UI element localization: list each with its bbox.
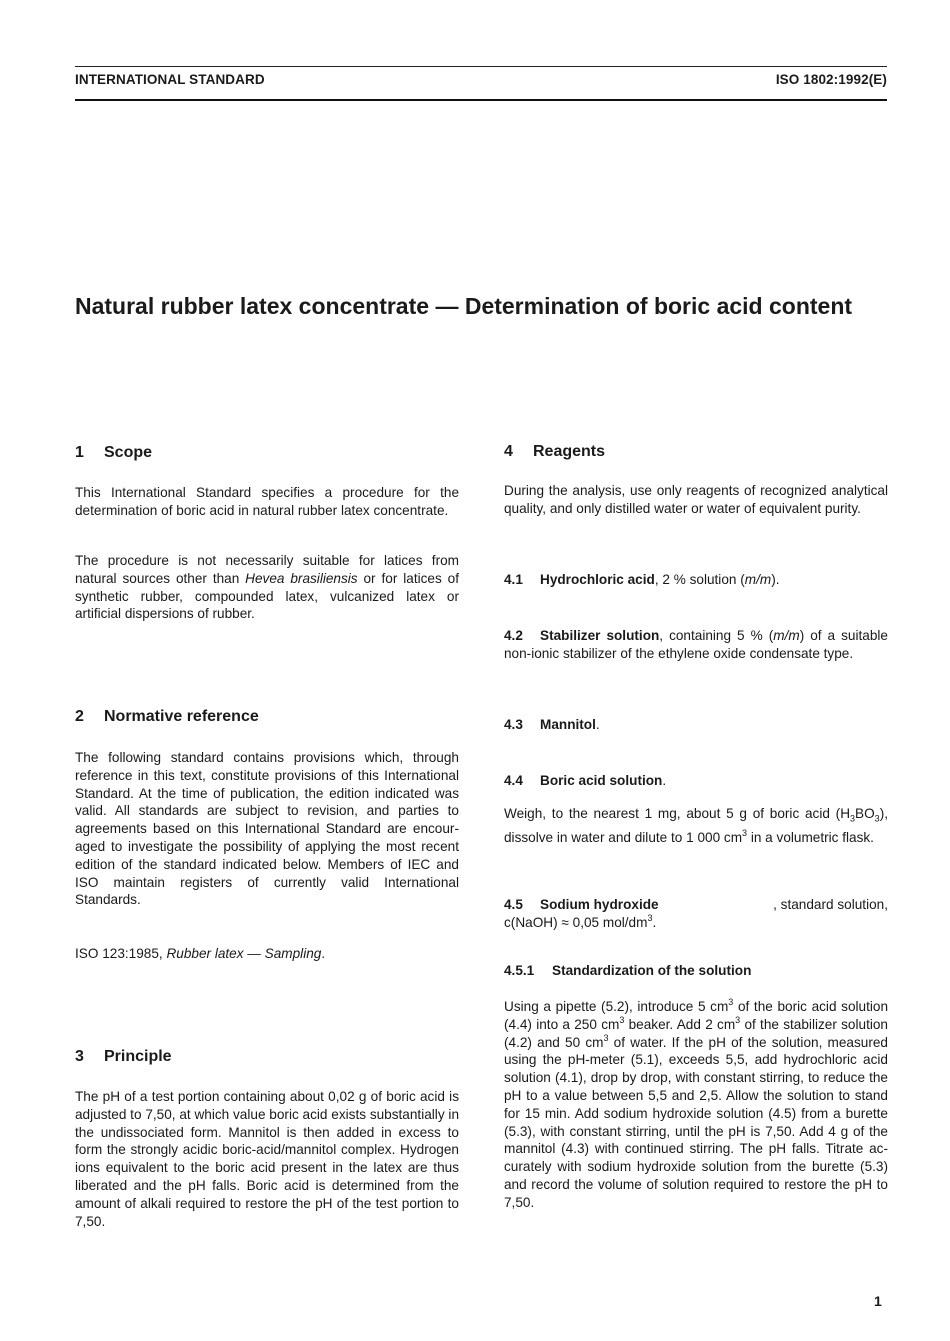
section-number: 3	[75, 1048, 84, 1065]
section-number: 1	[75, 444, 84, 461]
section-title: Normative reference	[104, 708, 259, 725]
text: ).	[771, 572, 780, 587]
text: .	[321, 946, 326, 961]
text: BO	[855, 806, 875, 821]
clause-number: 4.4	[504, 773, 523, 788]
subscript: 3	[874, 813, 880, 824]
text: ), dissolve in water and dilute to 1 000 cm	[504, 806, 888, 845]
principle-paragraph: The pH of a test portion containing about 0,02 g of boric acid is adjusted to 7,50, at which value boric acid exists substantially in the undissociated form. Mannitol is then added in excess to form the strongly acidic boric-acid/mannitol complex. Hydrogen ions equivalent to the boric acid present in the latex are thus liberated and the pH falls. Boric acid is determined from the amount of alkali required to restore the pH of the test portion to 7,50.	[75, 1089, 459, 1229]
citation-title: Rubber latex — Sampling	[166, 946, 322, 961]
reagent-4-5	[504, 896, 888, 932]
reagent-name: Boric acid solution	[540, 773, 663, 788]
scope-paragraph-2	[75, 552, 459, 623]
clause-number: 4.2	[504, 628, 523, 643]
text: beaker. Add 2 cm	[624, 1016, 736, 1032]
clause-number: 4.5	[504, 897, 523, 912]
reagent-4-4	[504, 772, 888, 790]
concentration	[504, 912, 657, 930]
section-number: 4	[504, 443, 513, 460]
text: .	[595, 717, 600, 732]
text: .	[662, 773, 667, 788]
superscript: 3	[647, 912, 653, 923]
clause-number: 4.5.1	[504, 963, 535, 978]
text: m/m	[773, 628, 800, 643]
reagent-title	[504, 896, 659, 914]
superscript: 3	[735, 1014, 741, 1025]
document-title: Natural rubber latex concentrate — Determination of boric acid content	[75, 293, 853, 319]
normative-reference-paragraph: The following standard contains provisions which, through reference in this text, constitute provisions of this International Standard. At the time of publication, the edition indicated was valid. All standards are subject to revision, and parties to agreements based on this International Standard are encouraged to investigate the possibility of applying the most recent edition of the standard indicated below. Members of IEC and ISO maintain registers of currently valid International Standards.	[75, 750, 459, 908]
text: c(NaOH) ≈ 0,05 mol/dm	[504, 914, 648, 930]
normative-reference-citation	[75, 945, 459, 963]
clause-number: 4.1	[504, 572, 523, 587]
standardization-paragraph	[504, 998, 888, 1212]
text: The procedure is not necessarily suitable for latices from natural sources other than	[75, 553, 459, 586]
clause-4-5-1-heading	[504, 962, 888, 980]
section-title: Principle	[104, 1048, 172, 1065]
section-title: Reagents	[533, 443, 606, 460]
clause-number: 4.3	[504, 717, 523, 732]
text: .	[652, 914, 657, 930]
text: of water. If the pH of the solution, measured using the pH-meter (5.1), exceeds 5,5, add hydrochloric acid solution (4.1), drop by drop, with constant stirring, to reduce the pH to a value between 5,5 and 2,5. Allow the solution to stand for 15 min. Add sodium hydroxide solution (4.5) from a burette (5.3), with constant stirring, until the pH is 7,50. Add 4 g of the mannitol (4.3) with continued stirring. The pH falls. Titrate accurately with sodium hydroxide solution from the burette (5.3) and record the volume of solution required to restore the pH to 7,50.	[504, 1034, 888, 1210]
page-number: 1	[874, 1293, 882, 1309]
reagent-name: Sodium hydroxide	[540, 897, 659, 912]
text: , containing 5 % (	[659, 628, 774, 643]
header-bottom-rule	[75, 99, 887, 101]
superscript: 3	[728, 997, 734, 1007]
text: Using a pipette (5.2), introduce 5 cm	[504, 999, 729, 1014]
superscript: 3	[742, 827, 748, 838]
text: , standard solution,	[773, 897, 888, 912]
section-2-heading	[75, 708, 259, 726]
section-1-heading	[75, 444, 152, 462]
reagent-name: Hydrochloric acid	[540, 572, 655, 587]
text: or for latices of synthetic rubber, compounded latex, vulcanized latex or artificial dispersions of rubber.	[75, 570, 459, 622]
reagents-paragraph: During the analysis, use only reagents of recognized analytical quality, and only distilled water or water of equivalent purity.	[504, 483, 888, 516]
boric-acid-solution-paragraph	[504, 805, 888, 846]
section-4-heading	[504, 443, 605, 461]
superscript: 3	[619, 1014, 625, 1025]
subscript: 3	[850, 813, 856, 824]
reagent-4-3	[504, 716, 888, 734]
citation-code: ISO 123:1985,	[75, 946, 167, 961]
document-type-label: INTERNATIONAL STANDARD	[75, 72, 265, 87]
text: of the stabilizer solution (4.2) and 50 cm	[504, 1016, 888, 1050]
page-header	[75, 0, 887, 110]
reagent-name: Mannitol	[540, 717, 596, 732]
scope-paragraph-1: This International Standard specifies a procedure for the determination of boric acid in natural rubber latex concentrate.	[75, 485, 459, 518]
text: , 2 % solution (	[654, 572, 745, 587]
reagent-4-1	[504, 571, 888, 589]
section-title: Scope	[104, 444, 153, 461]
text: of the boric acid solution (4.4) into a 250 cm	[504, 999, 888, 1032]
text: ) of a suitable non-ionic stabilizer of the ethylene oxide condensate type.	[504, 628, 888, 661]
superscript: 3	[603, 1032, 609, 1043]
text: Weigh, to the nearest 1 mg, about 5 g of boric acid (H	[504, 806, 851, 821]
section-3-heading	[75, 1048, 172, 1066]
section-number: 2	[75, 708, 84, 725]
reagent-4-2	[504, 627, 888, 663]
clause-title: Standardization of the solution	[552, 963, 752, 978]
reagent-4-5-line1	[504, 896, 888, 914]
reagent-name: Stabilizer solution	[540, 628, 660, 643]
header-top-rule	[75, 66, 887, 67]
text: m/m	[744, 572, 772, 587]
species-name: Hevea brasiliensis	[245, 570, 358, 586]
text: in a volumetric flask.	[747, 829, 874, 845]
standard-number: ISO 1802:1992(E)	[775, 72, 887, 87]
